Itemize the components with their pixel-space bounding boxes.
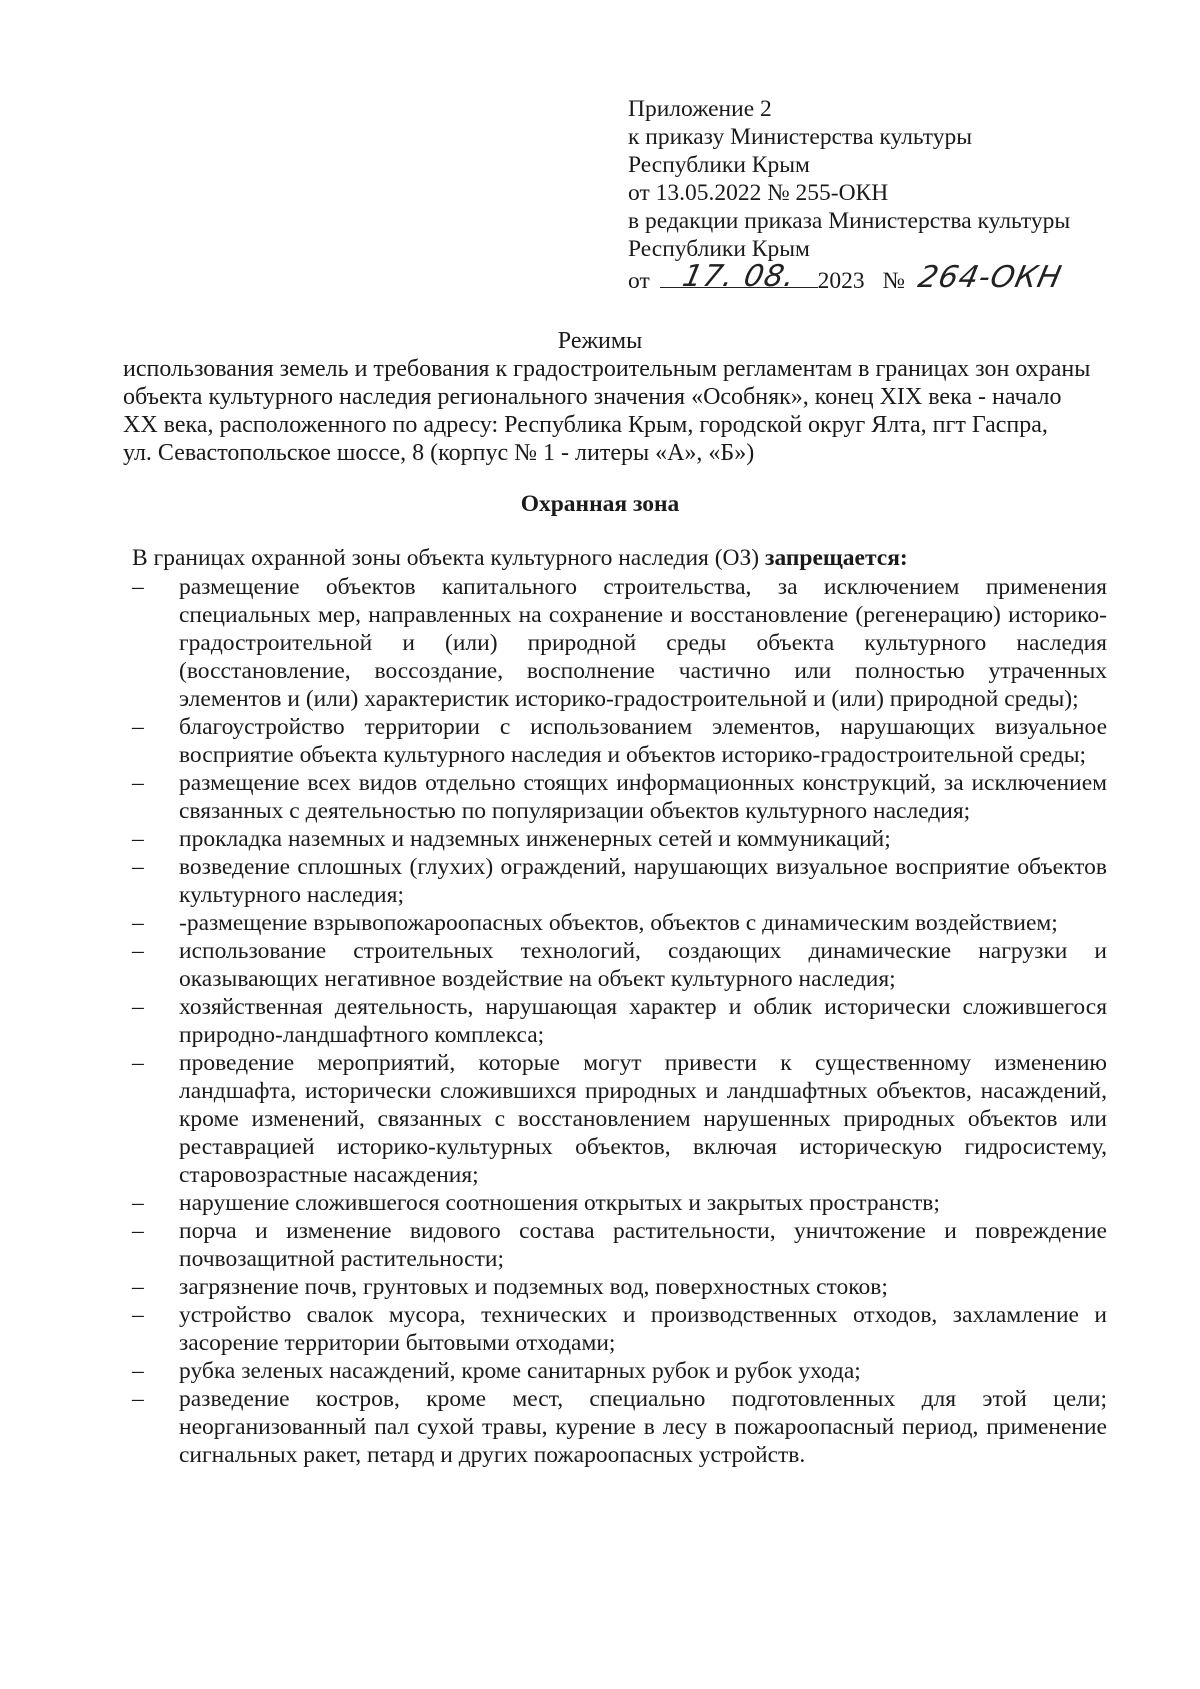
list-item [132,1189,1107,1217]
list-item-text: -размещение взрывопожароопасных объектов, объектов с динамическим воздействием; [179,910,1058,936]
intro-bold: запрещается: [765,545,908,571]
list-item [132,573,1107,713]
appendix-line-2: к приказу Министерства культуры [628,124,972,150]
regimes-line-4: ул. Севастопольское шоссе, 8 (корпус № 1 - литеры «А», «Б») [123,440,755,466]
appendix-line-4: от 13.05.2022 № 255-ОКН [628,180,889,206]
list-item [132,713,1107,769]
list-item-text: проведение мероприятий, которые могут привести к существенному изменению ландшафта, исторически сложившихся природных и ландшафтных объектов, насаждений, кроме изменений, связанных с восстановлением нарушенных природных объектов или реставрацией историко-культурных объектов, включая историческую гидросистему, старовозрастные насаждения; [179,1050,1107,1188]
dash-bullet: – [132,1218,144,1244]
appendix-header [628,95,1070,293]
appendix-date-line [628,259,1070,295]
dash-bullet: – [132,1274,144,1300]
list-item-text: разведение костров, кроме мест, специально подготовленных для этой цели; неорганизованный пал сухой травы, курение в лесу в пожароопасный период, применение сигнальных ракет, петард и других пожароопасных устройств. [179,1386,1107,1468]
number-sign: № [882,268,905,294]
list-item-text: рубка зеленых насаждений, кроме санитарных рубок и рубок ухода; [179,1358,861,1384]
list-item-text: благоустройство территории с использованием элементов, нарушающих визуальное восприятие объекта культурного наследия и объектов историко-градостроительной среды; [179,714,1107,768]
list-item [132,853,1107,909]
appendix-line-6: Республики Крым [628,236,810,262]
list-item-text: прокладка наземных и надземных инженерных сетей и коммуникаций; [179,826,891,852]
dash-bullet: – [132,1302,144,1328]
date-year: 2023 [817,268,865,294]
list-item-text: возведение сплошных (глухих) ограждений, нарушающих визуальное восприятие объектов культурного наследия; [179,854,1107,908]
dash-bullet: – [132,770,144,796]
intro-paragraph [132,544,908,572]
list-item [132,1357,1107,1385]
date-fill-blank [660,259,818,294]
date-prefix: от [628,268,650,294]
dash-bullet: – [132,1358,144,1384]
list-item [132,1049,1107,1189]
dash-bullet: – [132,574,144,600]
regimes-line-3: XX века, расположенного по адресу: Республика Крым, городской округ Ялта, пгт Гаспра, [123,412,1048,438]
dash-bullet: – [132,938,144,964]
list-item [132,825,1107,853]
list-item-text: хозяйственная деятельность, нарушающая характер и облик исторически сложившегося природно-ландшафтного комплекса; [179,994,1107,1048]
list-item-text: загрязнение почв, грунтовых и подземных вод, поверхностных стоков; [179,1274,888,1300]
dash-bullet: – [132,826,144,852]
list-item-text: размещение объектов капитального строительства, за исключением применения специальных мер, направленных на сохранение и восстановление (регенерацию) историко-градостроительной и (или) природной среды объекта культурного наследия (восстановление, воссоздание, восполнение частично или полностью утраченных элементов и (или) характеристик историко-градостроительной и (или) природной среды); [179,574,1107,712]
number-fill-blank [914,260,1065,295]
list-item [132,1273,1107,1301]
list-item-text: порча и изменение видового состава растительности, уничтожение и повреждение почвозащитной растительности; [179,1218,1107,1272]
dash-bullet: – [132,854,144,880]
regimes-title: Режимы [557,328,643,354]
list-item [132,993,1107,1049]
list-item [132,769,1107,825]
regimes-line-1: использования земель и требования к градостроительным регламентам в границах зон охраны [123,356,1091,382]
list-item [132,937,1107,993]
regimes-line-2: объекта культурного наследия регионального значения «Особняк», конец XIX века - начало [123,384,1062,410]
dash-bullet: – [132,910,144,936]
prohibitions-list [132,573,1107,1469]
handwritten-number: 264-ОКН [914,260,1065,295]
list-item-text: нарушение сложившегося соотношения открытых и закрытых пространств; [179,1190,940,1216]
list-item-text: использование строительных технологий, создающих динамические нагрузки и оказывающих негативное воздействие на объект культурного наследия; [179,938,1107,992]
list-item [132,1385,1107,1469]
list-item [132,909,1107,937]
appendix-line-3: Республики Крым [628,152,810,178]
intro-text: В границах охранной зоны объекта культурного наследия (ОЗ) [132,545,760,571]
regimes-subtitle [123,355,1113,467]
dash-bullet: – [132,994,144,1020]
section-heading: Охранная зона [520,491,680,517]
appendix-line-5: в редакции приказа Министерства культуры [628,208,1071,234]
dash-bullet: – [132,1050,144,1076]
list-item-text: устройство свалок мусора, технических и производственных отходов, захламление и засорение территории бытовыми отходами; [179,1302,1107,1356]
appendix-line-1: Приложение 2 [628,96,772,122]
list-item [132,1217,1107,1273]
dash-bullet: – [132,1386,144,1412]
list-item-text: размещение всех видов отдельно стоящих информационных конструкций, за исключением связанных с деятельностью по популяризации объектов культурного наследия; [179,770,1107,824]
dash-bullet: – [132,1190,144,1216]
dash-bullet: – [132,714,144,740]
list-item [132,1301,1107,1357]
handwritten-date: 17. 08. [678,259,799,294]
